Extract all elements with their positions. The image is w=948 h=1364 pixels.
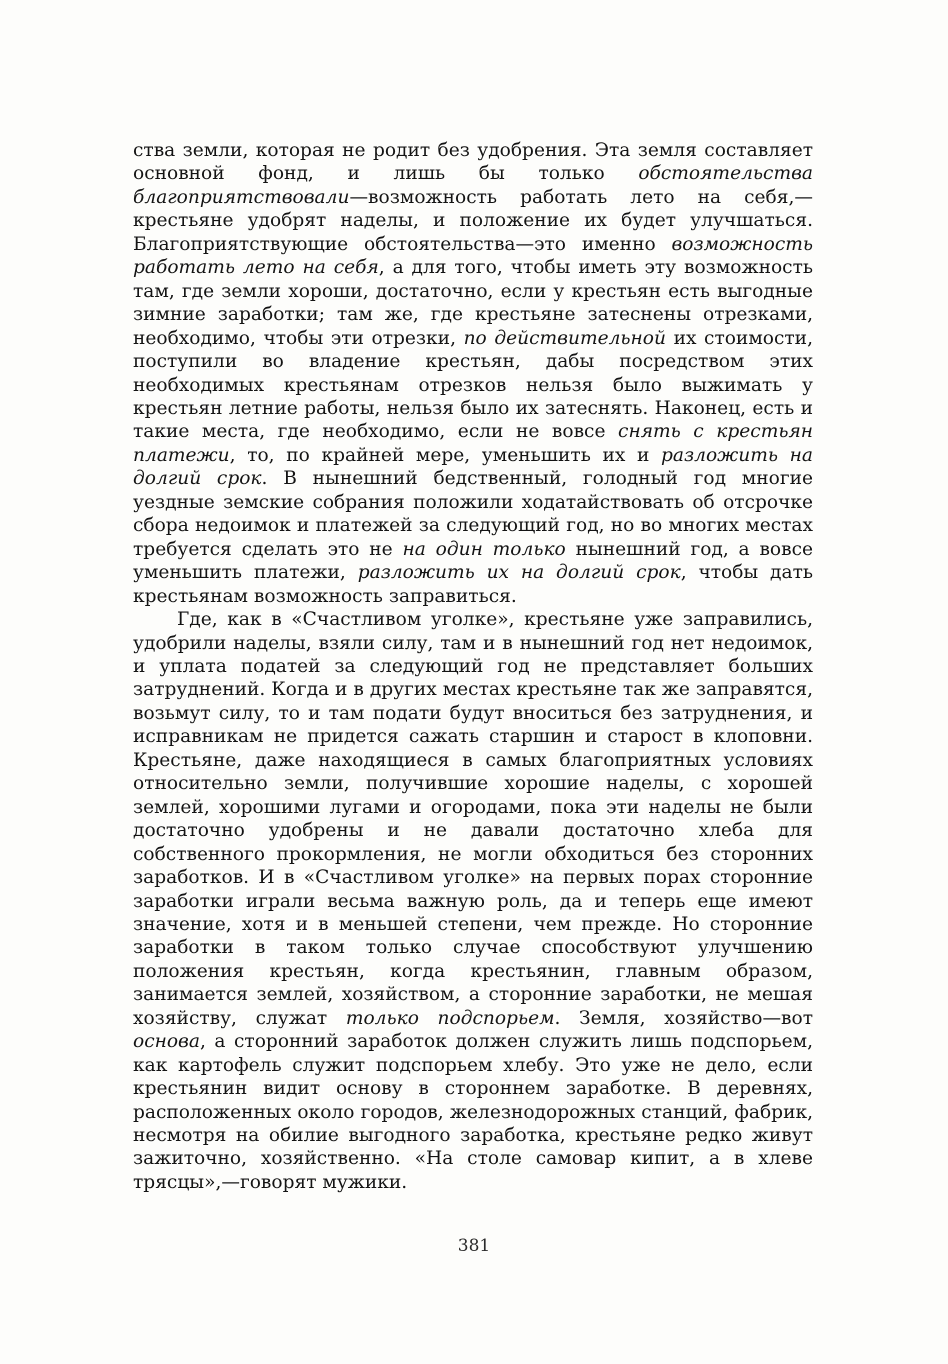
italic-run: разложить их на долгий срок	[357, 562, 681, 584]
page-text	[133, 139, 813, 1194]
paragraph-continued	[133, 139, 813, 608]
text-run: , чтобы дать крестьянам возможность заправиться.	[133, 562, 813, 607]
italic-run: возможность работать лето на себя	[133, 233, 813, 279]
text-run: , то, по крайней мере, уменьшить их и	[229, 444, 661, 466]
text-run: . Земля, хозяйство—вот	[554, 1007, 813, 1029]
text-run: ства земли, которая не родит без удобрения. Эта земля составляет основной фонд, и лишь бы только	[133, 140, 813, 185]
italic-run: на один только	[402, 538, 566, 560]
text-run: Где, как в «Счастливом уголке», крестьяне уже заправились, удобрили наделы, взяли силу, там и в нынешний год нет недоимок, и уплата податей за следующий год не представляет больших затруднений. Когда и в других местах крестьяне так же заправятся, возьмут силу, то и там подати будут вноситься без затруднения, и исправникам не придется сажать старшин и старост в клоповни. Крестьяне, даже находящиеся в самых благоприятных условиях относительно земли, получившие хорошие наделы, с хорошей землей, хорошими лугами и огородами, пока эти наделы не были достаточно удобрены и не давали достаточно хлеба для собственного прокормления, не могли обходиться без сторонних заработков. И в «Счастливом уголке» на первых порах сторонние заработки играли весьма важную роль, да и теперь еще имеют значение, хотя и в меньшей степени, чем прежде. Но сторонние заработки в таком только случае способствуют улучшению положения крестьян, когда крестьянин, главным образом, занимается землей, хозяйством, а сторонние заработки, не мешая хозяйству, служат	[133, 609, 813, 1029]
italic-run: снять с крестьян платежи	[133, 421, 814, 466]
text-run: —возможность работать лето на себя,—крестьяне удобрят наделы, и положение их будет улучшаться. Благоприятствующие обстоятельства—это именно	[133, 186, 813, 255]
text-run: нынешний год, а вовсе уменьшить платежи,	[133, 538, 814, 584]
italic-run: по действительной	[463, 327, 666, 349]
page-number: 381	[457, 1236, 491, 1256]
text-run: , а сторонний заработок должен служить лишь подспорьем, как картофель служит подспорьем хлебу. Это уже не дело, если крестьянин видит основу в стороннем заработке. В деревнях, расположенных около городов, железнодорожных станций, фабрик, несмотря на обилие выгодного заработка, крестьяне редко живут зажиточно, хозяйственно. «На столе самовар кипит, а в хлеве трясцы»,—говорят мужики.	[133, 1031, 813, 1193]
italic-run: только подспорьем	[345, 1007, 555, 1029]
paragraph-happy-corner	[133, 608, 813, 1194]
text-run: . В нынешний бедственный, голодный год многие уездные земские собрания положили ходатайствовать об отсрочке сбора недоимок и платежей за следующий год, но во многих местах требуется сделать это не	[133, 468, 813, 560]
text-run: , а для того, чтобы иметь эту возможность там, где земли хороши, достаточно, если у крестьян есть выгодные зимние заработки; там же, где крестьяне затеснены отрезками, необходимо, чтобы эти отрезки,	[133, 257, 813, 349]
text-run: их стоимости, поступили во владение крестьян, дабы посредством этих необходимых крестьянам отрезков нельзя было выжимать у крестьян летние работы, нельзя было их затеснять. Наконец, есть и такие места, где необходимо, если не вовсе	[133, 327, 813, 443]
italic-run: основа	[133, 1031, 200, 1053]
italic-run: разложить на долгий срок	[133, 444, 813, 490]
italic-run: обстоятельства благоприятствовали	[133, 163, 813, 208]
